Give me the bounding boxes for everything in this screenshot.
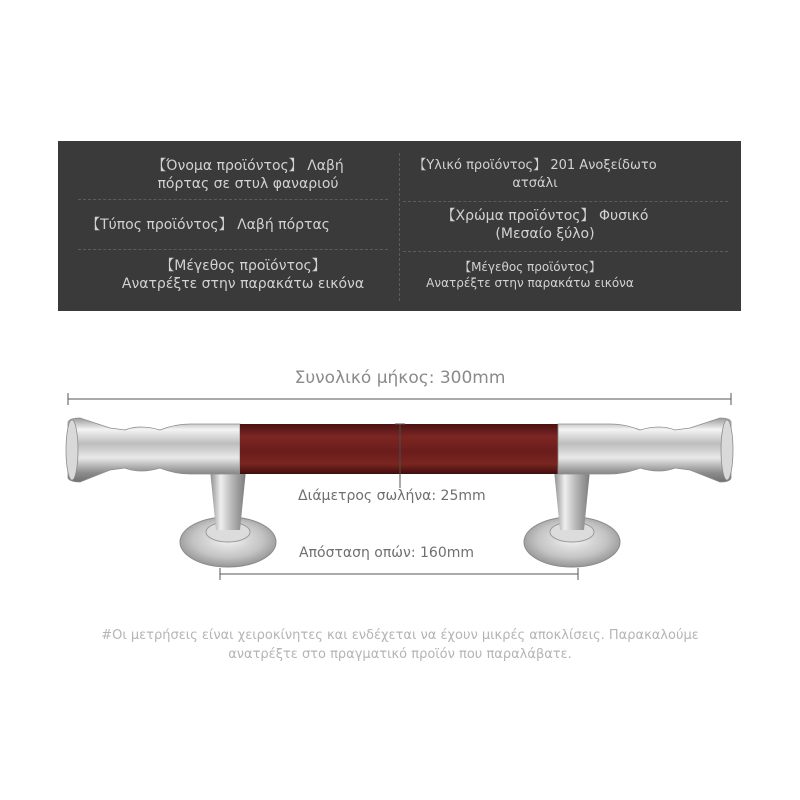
spec-size-left-label: 【Μέγεθος προϊόντος】	[160, 258, 326, 274]
spec-size-right-label: 【Μέγεθος προϊόντος】	[459, 260, 601, 274]
spec-color-value-2: (Μεσαίο ξύλο)	[495, 226, 595, 242]
measurement-disclaimer	[40, 626, 760, 664]
pipe-diameter-label: Διάμετρος σωλήνα: 25mm	[298, 488, 486, 504]
left-mount-base	[180, 470, 276, 567]
spec-material-value-1: 201 Ανοξείδωτο	[550, 158, 657, 173]
disclaimer-line-1: #Οι μετρήσεις είναι χειροκίνητες και ενδέχεται να έχουν μικρές αποκλίσεις. Παρακαλούμε	[101, 628, 699, 643]
right-steel-end	[558, 418, 733, 482]
spec-material-value-2: ατσάλι	[512, 176, 558, 191]
spec-size-left-value: Ανατρέξτε στην παρακάτω εικόνα	[121, 276, 365, 292]
spec-color-label: 【Χρώμα προϊόντος】	[441, 208, 595, 224]
disclaimer-line-2: ανατρέξτε στο πραγματικό προϊόν που παραλάβατε.	[228, 647, 572, 662]
spec-type-value: Λαβή πόρτας	[237, 217, 330, 233]
spec-size-right-value: Ανατρέξτε στην παρακάτω εικόνα	[426, 276, 634, 290]
spec-material-label: 【Υλικό προϊόντος】	[413, 158, 547, 173]
hole-distance-label: Απόσταση οπών: 160mm	[299, 545, 474, 561]
wood-grip	[240, 424, 558, 474]
right-mount-base	[524, 470, 620, 567]
spec-product-name-value-2: πόρτας σε στυλ φαναριού	[157, 176, 339, 192]
left-steel-end	[66, 418, 240, 482]
spec-product-name-label: 【Όνομα προϊόντος】	[152, 158, 303, 174]
spec-type-label: 【Τύπος προϊόντος】	[86, 217, 233, 233]
spec-color-value-1: Φυσικό	[598, 208, 649, 224]
total-length-label: Συνολικό μήκος: 300mm	[294, 368, 506, 388]
hole-distance-dimension	[220, 568, 578, 580]
spec-product-name-value-1: Λαβή	[307, 158, 344, 174]
total-length-dimension	[68, 393, 731, 405]
